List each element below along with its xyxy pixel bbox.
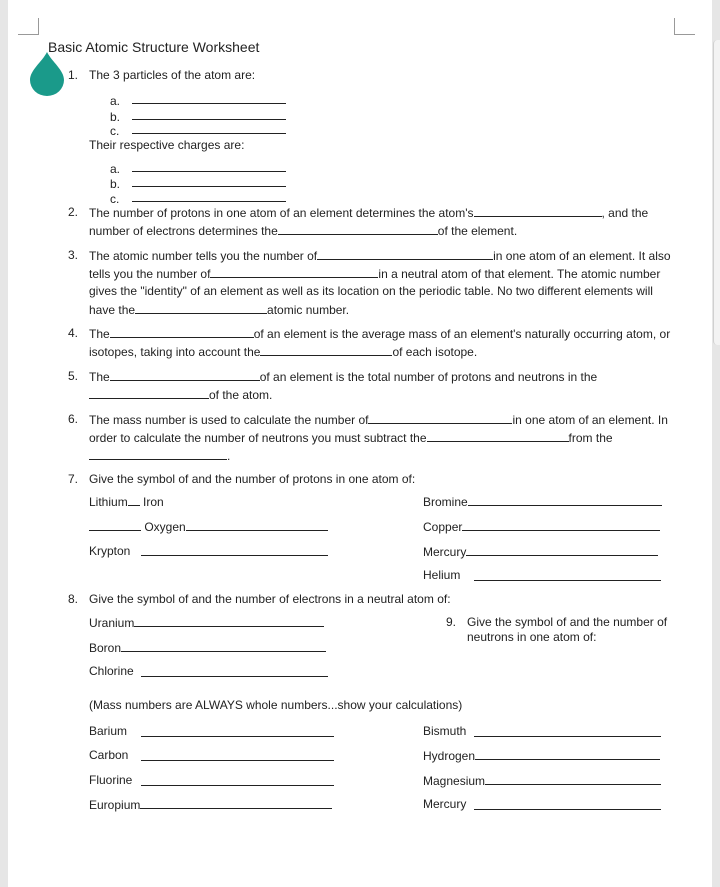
q9-barium-blank[interactable] [141, 736, 334, 737]
q3-blank-2[interactable] [210, 266, 378, 278]
q7-number: 7. [68, 472, 79, 486]
q9-line1: Give the symbol of and the number of [467, 615, 668, 629]
mass-numbers-note: (Mass numbers are ALWAYS whole numbers...show your calculations) [89, 698, 463, 712]
q9-magnesium: Magnesium [423, 773, 661, 788]
q9-hydrogen-blank[interactable] [475, 748, 660, 760]
q2-number: 2. [68, 205, 79, 219]
q5-line1: The of an element is the total number of protons and neutrons in the [89, 370, 598, 384]
q9-europium: Europium [89, 797, 332, 812]
q3-number: 3. [68, 248, 79, 262]
q9-bismuth: Bismuth [423, 724, 467, 738]
q1-number: 1. [68, 68, 79, 82]
q1-charge-blank-a[interactable] [132, 171, 286, 172]
q1-charge-option-c: c. [110, 192, 120, 206]
q7-helium-blank[interactable] [474, 580, 661, 581]
q5-number: 5. [68, 369, 79, 383]
q5-line2: of the atom. [89, 387, 272, 402]
q3-blank-3[interactable] [135, 302, 267, 314]
q9-hydrogen: Hydrogen [423, 748, 660, 763]
q1-charge-blank-b[interactable] [132, 186, 286, 187]
q3-blank-1[interactable] [317, 248, 493, 260]
q8-number: 8. [68, 592, 79, 606]
q7-helium: Helium [423, 568, 461, 582]
q7-krypton-blank[interactable] [141, 555, 328, 556]
q3-line3: gives the "identity" of an element as well as its location on the periodic table. No two different elements will [89, 284, 653, 298]
q7-oxygen: Oxygen [89, 519, 328, 534]
q8-boron: Boron [89, 640, 326, 655]
q1-blank-b[interactable] [132, 119, 286, 120]
q9-europium-blank[interactable] [140, 797, 332, 809]
crop-mark-top-left [18, 18, 39, 35]
q9-line2: neutrons in one atom of: [467, 630, 597, 644]
q7-text: Give the symbol of and the number of protons in one atom of: [89, 472, 416, 486]
q9-barium: Barium [89, 724, 128, 738]
q7-copper-blank[interactable] [462, 519, 660, 531]
q7-krypton: Krypton [89, 544, 131, 558]
q7-mercury: Mercury [423, 544, 658, 559]
q7-oxygen-blank-2[interactable] [186, 519, 328, 531]
q8-uranium-blank[interactable] [134, 615, 324, 627]
q1-charge-option-b: b. [110, 177, 121, 191]
q3-line2: tells you the number of in a neutral atom of that element. The atomic number [89, 267, 661, 281]
q4-number: 4. [68, 326, 79, 340]
water-drop-icon [30, 52, 64, 96]
q8-text: Give the symbol of and the number of electrons in a neutral atom of: [89, 592, 451, 606]
q3-line4: have the atomic number. [89, 303, 350, 317]
q9-magnesium-blank[interactable] [485, 773, 661, 785]
q1-blank-c[interactable] [132, 133, 286, 134]
q2-blank-1[interactable] [474, 205, 602, 217]
crop-mark-top-right [674, 18, 695, 35]
q9-carbon: Carbon [89, 748, 129, 762]
q9-mercury-blank[interactable] [474, 809, 661, 810]
q6-blank-3[interactable] [89, 448, 227, 460]
q7-mercury-blank[interactable] [466, 544, 658, 556]
q9-bismuth-blank[interactable] [474, 736, 661, 737]
q5-blank-1[interactable] [110, 369, 260, 381]
q6-line1: The mass number is used to calculate the number of in one atom of an element. In [89, 413, 668, 427]
q5-blank-2[interactable] [89, 387, 209, 399]
q1-text: The 3 particles of the atom are: [89, 68, 256, 82]
q1-blank-a[interactable] [132, 103, 286, 104]
q7-lithium: Lithium Iron [89, 495, 164, 509]
q8-boron-blank[interactable] [121, 640, 326, 652]
q1-option-a: a. [110, 94, 121, 108]
page-title: Basic Atomic Structure Worksheet [48, 39, 260, 55]
q1-option-b: b. [110, 110, 121, 124]
q7-lithium-blank[interactable] [128, 494, 140, 506]
q7-oxygen-blank-1[interactable] [89, 519, 141, 531]
q2-line2: number of electrons determines the of the element. [89, 224, 518, 238]
q1-charge-blank-c[interactable] [132, 201, 286, 202]
q1-option-c: c. [110, 124, 120, 138]
q4-line1: The of an element is the average mass of an element's naturally occurring atom, or [89, 327, 671, 341]
q7-bromine-blank[interactable] [468, 494, 662, 506]
q6-line3: . [89, 448, 230, 463]
q6-line2: order to calculate the number of neutrons you must subtract the from the [89, 431, 613, 445]
q9-fluorine-blank[interactable] [141, 785, 334, 786]
q6-blank-1[interactable] [368, 412, 512, 424]
q2-line1: The number of protons in one atom of an element determines the atom's , and the [89, 206, 649, 220]
q8-chlorine-blank[interactable] [141, 676, 328, 677]
q1-charge-option-a: a. [110, 162, 121, 176]
q4-blank-2[interactable] [260, 344, 392, 356]
q4-line2: isotopes, taking into account the of each isotope. [89, 345, 478, 359]
scroll-edge[interactable] [713, 40, 720, 345]
q9-fluorine: Fluorine [89, 773, 133, 787]
q7-copper: Copper [423, 519, 660, 534]
q9-number: 9. [446, 615, 457, 629]
q8-chlorine: Chlorine [89, 664, 134, 678]
q3-line1: The atomic number tells you the number of in one atom of an element. It also [89, 249, 671, 263]
q4-blank-1[interactable] [110, 326, 254, 338]
q6-blank-2[interactable] [427, 430, 569, 442]
q6-number: 6. [68, 412, 79, 426]
q7-bromine: Bromine [423, 494, 662, 509]
q8-uranium: Uranium [89, 615, 324, 630]
q9-carbon-blank[interactable] [141, 760, 334, 761]
q2-blank-2[interactable] [278, 223, 438, 235]
q9-mercury: Mercury [423, 797, 467, 811]
q1-charges-text: Their respective charges are: [89, 138, 245, 152]
